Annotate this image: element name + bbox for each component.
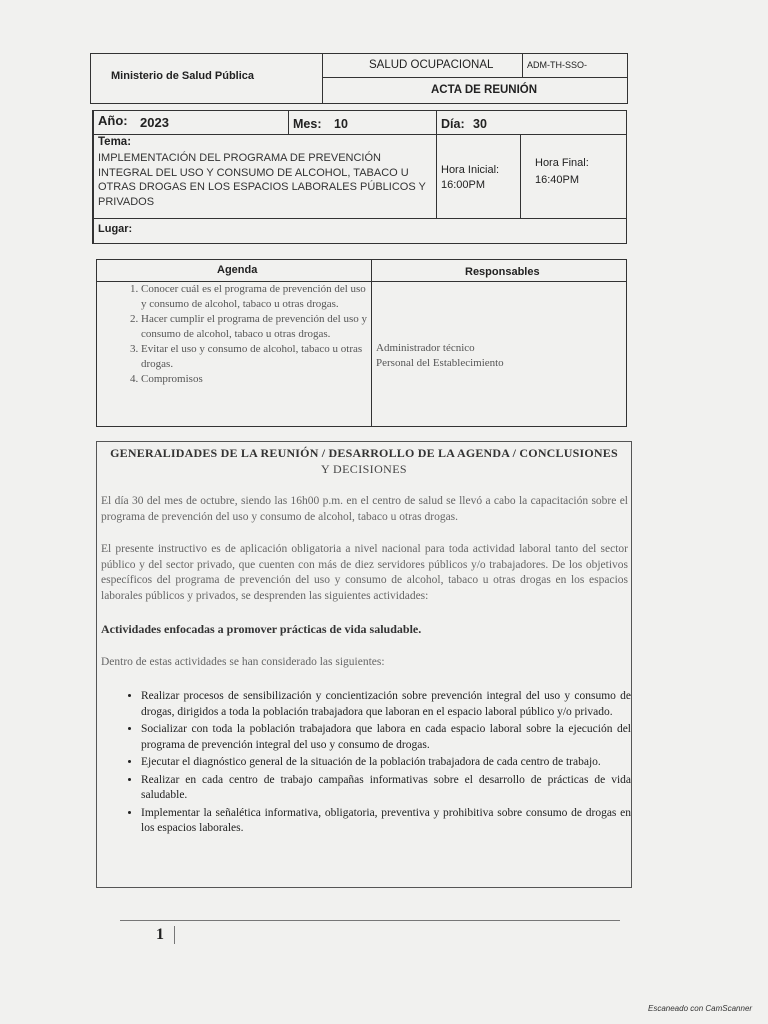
section-title-line2: Y DECISIONES: [320, 462, 408, 476]
month-value: 10: [334, 117, 348, 131]
day-cell: [437, 111, 627, 135]
topic-cell: [94, 135, 437, 219]
agenda-item: 1. Conocer cuál es el programa de prevención del uso y consumo de alcohol, tabaco u otras drogas.: [141, 282, 369, 312]
responsible-1: Administrador técnico: [376, 342, 475, 354]
code-cell: [523, 54, 627, 78]
department-cell: [323, 54, 523, 78]
page-number-divider: [174, 926, 175, 944]
day-value: 30: [473, 117, 487, 131]
year-value: 2023: [140, 115, 169, 130]
section-title-line1: GENERALIDADES DE LA REUNIÓN / DESARROLLO DE LA AGENDA / CONCLUSIONES: [110, 446, 618, 460]
activity-item: • Realizar procesos de sensibilización y concientización sobre prevención integral del uso y consumo de drogas, dirigidos a toda la población trabajadora que laboran en el espacio laboral público y/o privado.: [141, 689, 631, 720]
department-name: SALUD OCUPACIONAL: [369, 59, 494, 71]
month-label: Mes:: [293, 117, 322, 131]
end-time-value: 16:40PM: [535, 174, 580, 186]
activity-item: • Realizar en cada centro de trabajo campañas informativas sobre el desarrollo de prácticas de vida saludable.: [141, 773, 631, 804]
agenda-list: [97, 282, 369, 387]
year-cell: [94, 111, 289, 135]
agenda-header-cell: [97, 260, 372, 282]
start-time-label: Hora Inicial:: [441, 164, 500, 176]
footer-rule: [120, 920, 620, 921]
paragraph-1: El día 30 del mes de octubre, siendo las 16h00 p.m. en el centro de salud se llevó a cabo la capacitación sobre el programa de prevención del uso y consumo de alcohol, tabaco u otras drogas.: [101, 495, 628, 523]
general-section: [96, 441, 632, 888]
topic-text: IMPLEMENTACIÓN DEL PROGRAMA DE PREVENCIÓN INTEGRAL DEL USO Y CONSUMO DE ALCOHOL, TABACO U OTRAS DROGAS EN LOS ESPACIOS LABORALES PÚBLICOS Y PRIVADOS: [98, 152, 426, 208]
responsables-header-cell: [372, 260, 626, 282]
agenda-column-header: Agenda: [217, 264, 258, 276]
place-label: Lugar:: [98, 223, 133, 235]
day-label: Día:: [441, 117, 465, 131]
activity-item: • Ejecutar el diagnóstico general de la situación de la población trabajadora de cada centro de trabajo.: [141, 755, 631, 771]
agenda-item: 2. Hacer cumplir el programa de prevención del uso y consumo de alcohol, tabaco u otras drogas.: [141, 312, 369, 342]
activity-item: • Socializar con toda la población trabajadora que labora en cada espacio laboral sobre la ejecución del programa de prevención integral del uso y consumo de drogas.: [141, 722, 631, 753]
agenda-table: [96, 259, 627, 427]
agenda-item: 3. Evitar el uso y consumo de alcohol, tabaco u otras drogas.: [141, 342, 369, 372]
scanner-watermark: Escaneado con CamScanner: [648, 1004, 753, 1013]
end-time-label: Hora Final:: [535, 157, 589, 169]
year-label: Año:: [98, 113, 128, 128]
document-code: ADM-TH-SSO-: [527, 60, 587, 70]
header-table: [90, 53, 628, 104]
activities-subtitle: Actividades enfocadas a promover prácticas de vida saludable.: [101, 622, 422, 636]
ministry-name: Ministerio de Salud Pública: [111, 70, 255, 82]
agenda-item: 4. Compromisos: [141, 372, 369, 387]
agenda-list-cell: [97, 282, 372, 426]
paragraph-3: Dentro de estas actividades se han considerado las siguientes:: [101, 656, 385, 668]
start-time-cell: [437, 135, 521, 219]
responsables-column-header: Responsables: [465, 266, 540, 278]
end-time-cell: [521, 135, 627, 219]
month-cell: [289, 111, 437, 135]
page-number: 1: [156, 926, 164, 943]
ministry-cell: [91, 54, 323, 103]
topic-label: Tema:: [98, 136, 132, 148]
paragraph-2: El presente instructivo es de aplicación obligatoria a nivel nacional para toda actividad laboral tanto del sector público y del sector privado, que cuenten con más de diez servidores públicos y/o trabajadores. De los objetivos específicos del programa de prevención del uso y consumo de alcohol, tabaco u otras drogas en los espacios laborales públicos y privados, se desprenden las siguientes actividades:: [101, 543, 628, 602]
activity-item: • Implementar la señalética informativa, obligatoria, preventiva y prohibitiva sobre consumo de drogas en los espacios laborales.: [141, 806, 631, 837]
document-type: ACTA DE REUNIÓN: [431, 84, 538, 96]
responsible-2: Personal del Establecimiento: [376, 357, 504, 369]
meta-table: [92, 110, 627, 244]
activities-list: [97, 689, 631, 839]
start-time-value: 16:00PM: [441, 179, 486, 191]
